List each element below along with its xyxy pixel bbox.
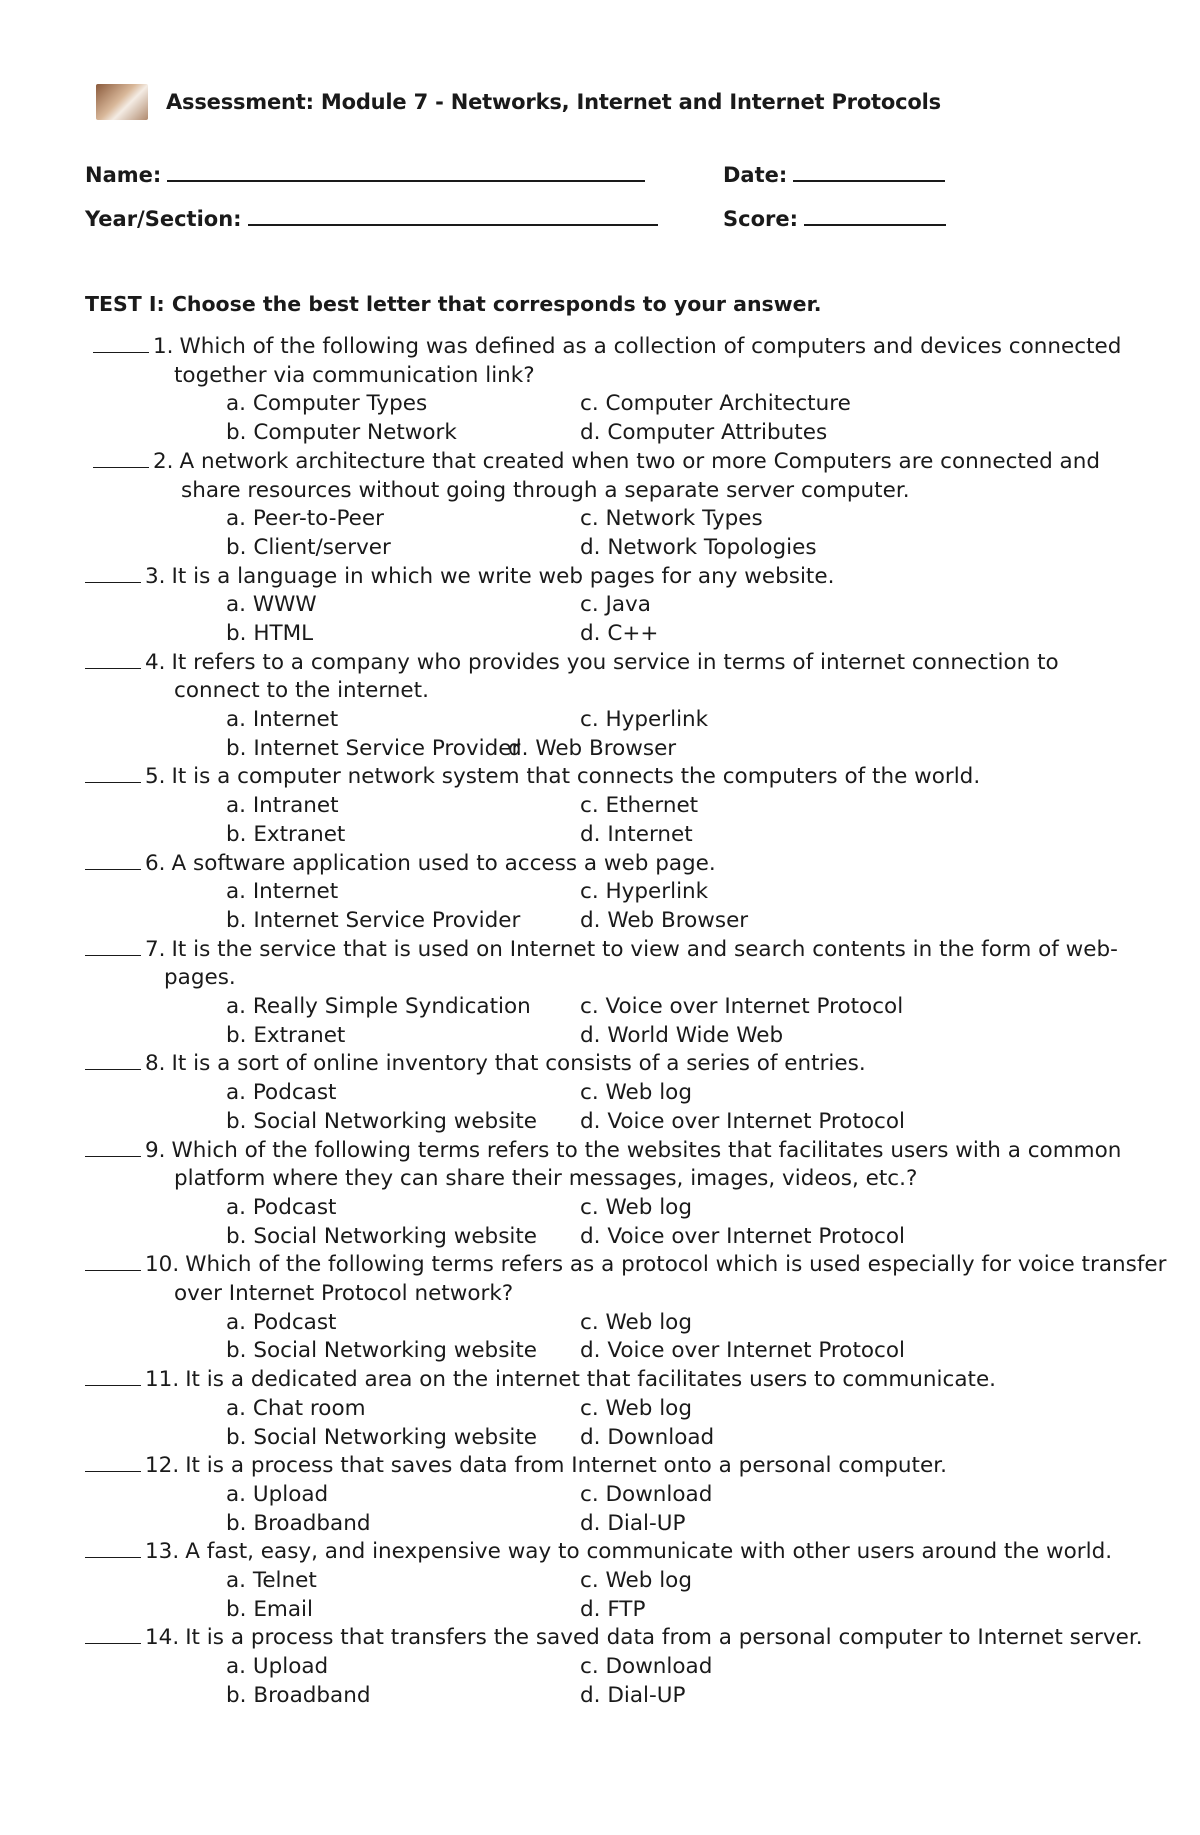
choice-a[interactable]: a. Peer-to-Peer	[226, 506, 384, 532]
document-title: Assessment: Module 7 - Networks, Internet and Internet Protocols	[166, 90, 941, 114]
choice-b[interactable]: b. Social Networking website	[226, 1108, 538, 1134]
answer-blank[interactable]	[85, 764, 141, 783]
question-item	[0, 1137, 1200, 1252]
choices-grid	[0, 706, 1200, 763]
question-text: It is the service that is used on Internet to view and search contents in the form of web-	[171, 936, 1118, 962]
choice-c[interactable]: c. Voice over Internet Protocol	[580, 994, 904, 1020]
year-section-label: Year/Section:	[85, 207, 242, 231]
pen-on-paper-icon	[96, 84, 148, 120]
question-text-continued: connect to the internet.	[174, 678, 429, 704]
question-line	[0, 1452, 1200, 1481]
choice-b[interactable]: b. HTML	[226, 620, 314, 646]
question-text: A fast, easy, and inexpensive way to communicate with other users around the world.	[185, 1539, 1113, 1565]
choices-grid	[0, 591, 1200, 648]
choices-grid	[0, 1079, 1200, 1136]
question-number: 9.	[145, 1137, 166, 1163]
question-text: Which of the following terms refers as a protocol which is used especially for voice transfer	[185, 1252, 1167, 1278]
choice-a[interactable]: a. Upload	[226, 1481, 329, 1507]
question-line	[0, 649, 1200, 678]
document-header	[96, 82, 941, 122]
choice-d[interactable]: d. Web Browser	[580, 907, 749, 933]
choice-b[interactable]: b. Extranet	[226, 821, 346, 847]
answer-blank[interactable]	[93, 334, 149, 353]
choice-c[interactable]: c. Network Types	[580, 506, 763, 532]
choice-b[interactable]: b. Broadband	[226, 1682, 371, 1708]
question-text: It is a computer network system that connects the computers of the world.	[171, 764, 981, 790]
choice-c[interactable]: c. Web log	[580, 1395, 692, 1421]
question-line	[0, 850, 1200, 879]
year-section-blank[interactable]	[248, 204, 658, 226]
question-line	[0, 936, 1200, 965]
question-text: It is a dedicated area on the internet that facilitates users to communicate.	[185, 1367, 997, 1393]
answer-blank[interactable]	[85, 1625, 141, 1644]
choice-c[interactable]: c. Computer Architecture	[580, 391, 851, 417]
choice-d[interactable]: d. Download	[580, 1424, 715, 1450]
question-line	[0, 1050, 1200, 1079]
choice-b[interactable]: b. Internet Service Provider	[226, 907, 521, 933]
question-number: 1.	[153, 334, 174, 359]
choice-a[interactable]: a. Podcast	[226, 1309, 337, 1335]
question-text-continued: platform where they can share their messages, images, videos, etc.?	[174, 1166, 918, 1192]
question-number: 4.	[145, 649, 166, 675]
question-number: 11.	[145, 1367, 180, 1393]
score-row	[723, 204, 946, 231]
choice-b[interactable]: b. Social Networking website	[226, 1338, 538, 1364]
question-number: 7.	[145, 936, 166, 962]
question-item	[0, 850, 1200, 936]
choices-grid	[0, 1653, 1200, 1710]
question-line	[0, 563, 1200, 592]
choice-b[interactable]: b. Client/server	[226, 534, 391, 560]
choice-c[interactable]: c. Download	[580, 1481, 713, 1507]
choice-a[interactable]: a. Chat room	[226, 1395, 366, 1421]
question-text: Which of the following was defined as a collection of computers and devices connected	[179, 334, 1122, 359]
answer-blank[interactable]	[85, 851, 141, 870]
choices-grid	[0, 1481, 1200, 1538]
choice-c[interactable]: c. Hyperlink	[580, 879, 709, 905]
question-text: A software application used to access a web page.	[171, 850, 716, 876]
question-text: It is a language in which we write web pages for any website.	[171, 563, 835, 589]
question-item	[0, 333, 1200, 448]
choice-c[interactable]: c. Ethernet	[580, 793, 699, 819]
answer-blank[interactable]	[85, 1539, 141, 1558]
question-text: It is a process that transfers the saved data from a personal computer to Internet server.	[185, 1625, 1143, 1651]
question-text-continued: share resources without going through a separate server computer.	[181, 477, 910, 503]
answer-blank[interactable]	[85, 564, 141, 583]
choice-d[interactable]: d. Voice over Internet Protocol	[580, 1108, 905, 1134]
choice-c[interactable]: c. Web log	[580, 1194, 692, 1220]
date-row	[723, 160, 945, 187]
choice-c[interactable]: c. Download	[580, 1654, 713, 1680]
score-blank[interactable]	[804, 204, 946, 226]
choice-d[interactable]: d. World Wide Web	[580, 1022, 784, 1048]
choice-c[interactable]: c. Web log	[580, 1080, 692, 1106]
choice-a[interactable]: a. Internet	[226, 879, 339, 905]
choice-b[interactable]: b. Internet Service Provider	[226, 735, 521, 761]
question-number: 5.	[145, 764, 166, 790]
question-line	[0, 1538, 1200, 1567]
choice-b[interactable]: b. Extranet	[226, 1022, 346, 1048]
question-text: It refers to a company who provides you service in terms of internet connection to	[171, 649, 1059, 675]
question-text: It is a sort of online inventory that consists of a series of entries.	[171, 1051, 866, 1077]
date-label: Date:	[723, 163, 788, 187]
choice-a[interactable]: a. Intranet	[226, 793, 339, 819]
question-number: 6.	[145, 850, 166, 876]
question-line	[0, 448, 1200, 477]
question-line	[0, 763, 1200, 792]
name-row	[85, 160, 645, 187]
year-section-row	[85, 204, 658, 231]
question-item	[0, 763, 1200, 849]
choice-d[interactable]: d. Dial-UP	[580, 1510, 686, 1536]
choice-d[interactable]: d. Voice over Internet Protocol	[580, 1223, 905, 1249]
question-item	[0, 448, 1200, 563]
question-text-continued: together via communication link?	[174, 362, 535, 388]
choice-c[interactable]: c. Web log	[580, 1309, 692, 1335]
choice-b[interactable]: b. Social Networking website	[226, 1424, 538, 1450]
question-text-continued: pages.	[164, 965, 236, 991]
choice-a[interactable]: a. Podcast	[226, 1080, 337, 1106]
choice-d[interactable]: d. FTP	[580, 1596, 646, 1622]
choice-c[interactable]: c. Hyperlink	[580, 707, 709, 733]
choice-d[interactable]: d. Voice over Internet Protocol	[580, 1338, 905, 1364]
question-number: 8.	[145, 1051, 166, 1077]
question-number: 2.	[153, 448, 174, 474]
score-label: Score:	[723, 207, 798, 231]
answer-blank[interactable]	[85, 1051, 141, 1070]
choice-d[interactable]: d. Dial-UP	[580, 1682, 686, 1708]
choice-a[interactable]: a. Internet	[226, 707, 339, 733]
name-blank[interactable]	[167, 160, 645, 182]
question-line	[0, 1366, 1200, 1395]
question-number: 3.	[145, 563, 166, 589]
choices-grid	[0, 390, 1200, 447]
choice-c[interactable]: c. Web log	[580, 1568, 692, 1594]
question-text: Which of the following terms refers to the websites that facilitates users with a common	[171, 1137, 1122, 1163]
question-number: 10.	[145, 1252, 180, 1278]
choices-grid	[0, 1309, 1200, 1366]
choice-d[interactable]: d. Web Browser	[508, 735, 677, 761]
date-blank[interactable]	[793, 160, 945, 182]
choices-grid	[0, 993, 1200, 1050]
question-item	[0, 1452, 1200, 1538]
answer-blank[interactable]	[85, 1138, 141, 1157]
question-item	[0, 649, 1200, 764]
choice-d[interactable]: d. Computer Attributes	[580, 420, 828, 446]
question-item	[0, 936, 1200, 1051]
choice-a[interactable]: a. Upload	[226, 1654, 329, 1680]
choice-b[interactable]: b. Social Networking website	[226, 1223, 538, 1249]
answer-blank[interactable]	[85, 1453, 141, 1472]
question-list	[0, 333, 1200, 1711]
answer-blank[interactable]	[85, 937, 141, 956]
choice-a[interactable]: a. WWW	[226, 592, 317, 618]
question-item	[0, 1538, 1200, 1624]
answer-blank[interactable]	[85, 650, 141, 669]
choice-b[interactable]: b. Computer Network	[226, 420, 457, 446]
question-item	[0, 1050, 1200, 1136]
question-number: 13.	[145, 1539, 180, 1565]
question-line	[0, 1624, 1200, 1653]
test-heading: TEST I: Choose the best letter that corresponds to your answer.	[85, 292, 822, 316]
choices-grid	[0, 1567, 1200, 1624]
choices-grid	[0, 1194, 1200, 1251]
choice-d[interactable]: d. C++	[580, 620, 659, 646]
answer-blank[interactable]	[93, 449, 149, 468]
name-label: Name:	[85, 163, 162, 187]
question-text: It is a process that saves data from Internet onto a personal computer.	[185, 1453, 947, 1479]
answer-blank[interactable]	[85, 1367, 141, 1386]
question-line	[0, 1137, 1200, 1166]
choices-grid	[0, 1395, 1200, 1452]
question-text-continued: over Internet Protocol network?	[174, 1281, 514, 1307]
question-line	[0, 333, 1200, 362]
choice-d[interactable]: d. Network Topologies	[580, 534, 817, 560]
answer-blank[interactable]	[85, 1252, 141, 1271]
question-item	[0, 1624, 1200, 1710]
choices-grid	[0, 505, 1200, 562]
choice-a[interactable]: a. Telnet	[226, 1568, 317, 1594]
question-line	[0, 1251, 1200, 1280]
question-text: A network architecture that created when two or more Computers are connected and	[179, 448, 1100, 474]
choices-grid	[0, 878, 1200, 935]
question-number: 14.	[145, 1625, 180, 1651]
choice-a[interactable]: a. Really Simple Syndication	[226, 994, 531, 1020]
question-number: 12.	[145, 1453, 180, 1479]
choice-b[interactable]: b. Broadband	[226, 1510, 371, 1536]
choice-b[interactable]: b. Email	[226, 1596, 313, 1622]
question-item	[0, 1366, 1200, 1452]
choice-a[interactable]: a. Podcast	[226, 1194, 337, 1220]
choices-grid	[0, 792, 1200, 849]
question-item	[0, 563, 1200, 649]
choice-c[interactable]: c. Java	[580, 592, 651, 618]
question-item	[0, 1251, 1200, 1366]
choice-a[interactable]: a. Computer Types	[226, 391, 428, 417]
choice-d[interactable]: d. Internet	[580, 821, 693, 847]
